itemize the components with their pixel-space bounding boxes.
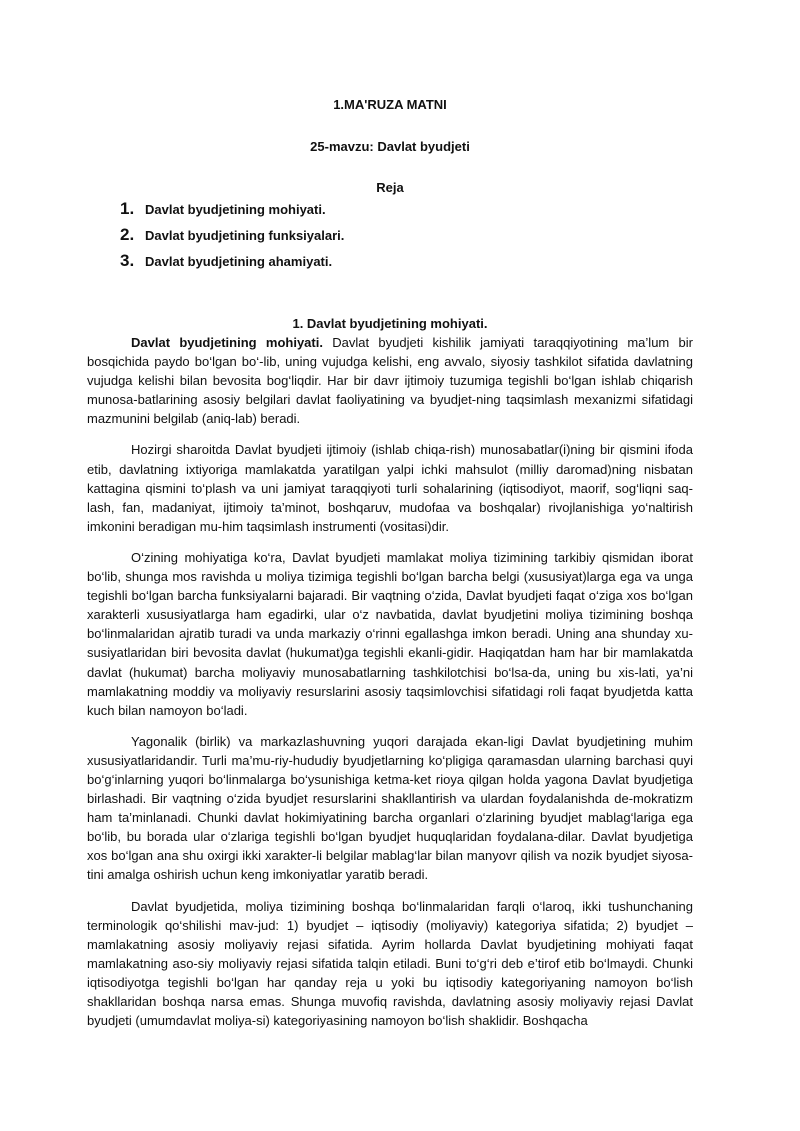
plan-list (120, 199, 344, 277)
plan-item-text: Davlat byudjetining funksiyalari. (145, 228, 345, 243)
plan-heading: Reja (376, 180, 404, 195)
paragraph: O‘zining mohiyatiga ko‘ra, Davlat byudjeti mamlakat moliya tizimining tarkibiy qismidan iborat bo‘lib, shunga mos ravishda u moliya tizimiga tegishli bo‘lgan barcha belgi (xususiyat)larga ega va unga tegishli bo‘lgan barcha funksiyalarni bajaradi. Bir vaqtning o‘zida, Davlat byudjeti faqat o‘ziga xos bo‘lgan xarakterli xususiyatlarga ham egadirki, ular o‘z navbatida, davlat byudjetini moliya tizimining boshqa bo‘linmalaridan ajratib turadi va unda markaziy o‘rinni egallashga imkon beradi. Uning ana shunday xu-susiyatlaridan biri bevosita davlat (hukumat)ga tegishli ekanli-gidir. Haqiqatdan ham har bir mamlakatda davlat (hukumat) barcha moliyaviy munosabatlarning tashkilotchisi bo‘lsa-da, uning bu xis-lati, ya’ni mamlakatning moddiy va moliyaviy resurslarini asosiy taqsimlovchisi sifatidagi roli faqat byudjetda katta kuch bilan namoyon bo‘ladi. (87, 549, 693, 718)
lecture-title: 1.MA'RUZA MATNI (333, 97, 447, 112)
paragraph: Yagonalik (birlik) va markazlashuvning yuqori darajada ekan-ligi Davlat byudjetining muhim xususiyatlaridandir. Turli ma’mu-riy-hududiy byudjetlarning ko‘pligiga qaramasdan ularning barchasi quyi bo‘g‘inlarning yuqori bo‘linmalarga bo‘ysunishiga ketma-ket rioya qilgan holda yagona Davlat byudjetiga birlashadi. Bir vaqtning o‘zida byudjet resurslarini shakllantirish va ulardan foydalanishda de-mokratizm ham ta’minlanadi. Chunki davlat hokimiyatining barcha organlari o‘zlarining byudjet mablag‘lariga ega bo‘lib, bu borada ular o‘zlariga tegishli bo‘lgan byudjet huquqlaridan foydalana-dilar. Davlat byudjetiga xos bo‘lgan ana shu oxirgi ikki xarakter-li belgilar mablag‘lar bilan manyovr qilish va nozik byudjet siyosa-tini amalga oshirish uchun keng imkoniyatlar yaratib beradi. (87, 733, 693, 883)
paragraph: Hozirgi sharoitda Davlat byudjeti ijtimoiy (ishlab chiqa-rish) munosabatlar(i)ning bir qismini ifoda etib, davlatning ixtiyoriga mamlakatda yaratilgan yalpi ichki mahsulot (milliy daromad)ning nisbatan kattagina qismini to‘plash va uni jamiyat taraqqiyoti turli sohalarining (iqtisodiyot, maorif, sog‘liqni saq-lash, fan, madaniyat, ijtimoiy ta’minot, boshqaruv, mudofaa va boshqalar) rivojlanishiga yo‘naltirish imkonini beradigan mu-him taqsimlash instrumenti (vositasi)dir. (87, 442, 693, 534)
paragraph-text: Davlat byudjeti kishilik jamiyati taraqqiyotining ma’lum bir bosqichida paydo bo‘lgan bo‘-lib, uning vujudga kelishi, eng avvalo, siyosiy tashkilot sifatida davlatning vujudga kelishi bilan bevosita bog‘liqdir. Har bir davr ijtimoiy tuzumiga tegishli bo‘lgan ishlab chiqarish munosa-batlarining asosiy belgilari davlat faoliyatining va byudjet-ning taqsimlash mexanizmi sifatidagi mazmunini belgilab (aniq-lab) beradi. (87, 335, 694, 427)
plan-item-text: Davlat byudjetining ahamiyati. (145, 254, 333, 269)
plan-item (120, 199, 344, 225)
plan-item-text: Davlat byudjetining mohiyati. (145, 202, 326, 217)
plan-item (120, 251, 344, 277)
plan-item-number: 3. (120, 251, 135, 270)
section-heading: 1. Davlat byudjetining mohiyati. (292, 316, 488, 331)
paragraph: Davlat byudjetida, moliya tizimining boshqa bo‘linmalaridan farqli o‘laroq, ikki tushunchaning terminologik qo‘shilishi mav-jud: 1) byudjet – iqtisodiy (moliyaviy) kategoriya sifatida; 2) byudjet – mamlakatning asosiy moliyaviy rejasi sifatida. Ayrim hollarda Davlat byudjetining mohiyati faqat mamlakatning aso-siy moliyaviy rejasi sifatida talqin etiladi. Buni to‘g‘ri deb e’tirof etib bo‘lmaydi. Chunki iqtisodiyotga tegishli bo‘lgan har qanday reja u yoki bu iqtisodiy kategoriyaning namoyon bo‘lish shakllaridan boshqa narsa emas. Shunga muvofiq ravishda, davlatning asosiy moliyaviy rejasi Davlat byudjeti (umumdavlat moliya-si) kategoriyasining namoyon bo‘lish shaklidir. Boshqacha (87, 898, 693, 1029)
plan-item-number: 2. (120, 225, 135, 244)
paragraph-lead: Davlat byudjetining mohiyati. (131, 335, 323, 350)
body-text (87, 333, 693, 1042)
topic-title: 25-mavzu: Davlat byudjeti (310, 139, 470, 154)
plan-item (120, 225, 344, 251)
paragraph (87, 333, 693, 428)
plan-item-number: 1. (120, 199, 135, 218)
